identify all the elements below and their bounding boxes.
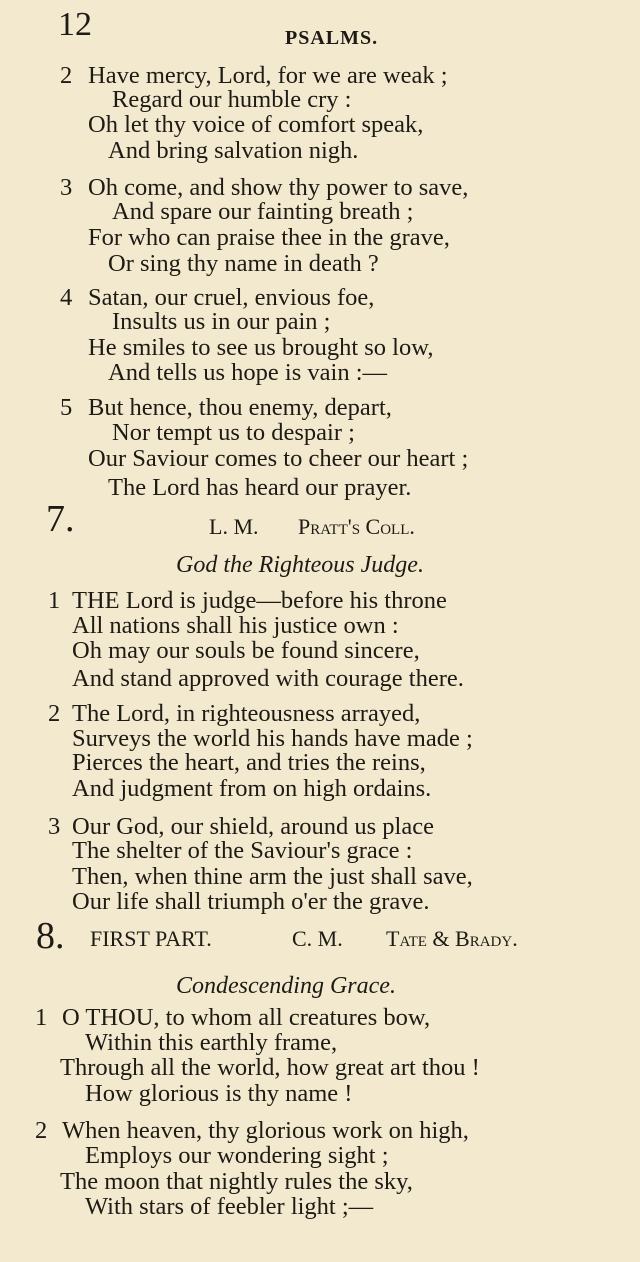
verse-line: Then, when thine arm the just shall save, <box>72 863 473 890</box>
verse-line: THE Lord is judge—before his throne <box>72 587 447 614</box>
verse-line: Through all the world, how great art thou ! <box>60 1054 480 1081</box>
hymn-part: FIRST PART. <box>90 926 212 951</box>
hymn-meter: L. M. <box>209 514 259 539</box>
stanza-number: 2 <box>48 700 61 727</box>
stanza-number: 5 <box>60 394 73 421</box>
verse-line: Oh may our souls be found sincere, <box>72 637 420 664</box>
verse-line: Our life shall triumph o'er the grave. <box>72 888 430 915</box>
verse-line: And tells us hope is vain :— <box>108 359 388 386</box>
hymn-source: Pratt's Coll. <box>298 514 415 539</box>
stanza-number: 3 <box>60 174 73 201</box>
hymn-meter: C. M. <box>292 926 343 951</box>
verse-line: O THOU, to whom all creatures bow, <box>62 1004 431 1031</box>
page-number: 12 <box>58 6 92 43</box>
verse-line: Our Saviour comes to cheer our heart ; <box>88 445 469 472</box>
stanza-number: 2 <box>35 1117 48 1144</box>
stanza-number: 1 <box>48 587 61 614</box>
verse-line: Within this earthly frame, <box>85 1029 338 1056</box>
stanza-number: 3 <box>48 813 61 840</box>
hymn-number: 8. <box>36 915 65 957</box>
verse-line: Regard our humble cry : <box>112 86 352 113</box>
hymn-subtitle: Condescending Grace. <box>176 973 396 999</box>
verse-line: When heaven, thy glorious work on high, <box>62 1117 469 1144</box>
verse-line: Our God, our shield, around us place <box>72 813 434 840</box>
running-head: PSALMS. <box>285 27 379 49</box>
verse-line: And bring salvation nigh. <box>108 137 359 164</box>
verse-line: For who can praise thee in the grave, <box>88 224 450 251</box>
verse-line: The Lord has heard our prayer. <box>108 474 412 501</box>
verse-line: Employs our wondering sight ; <box>85 1142 389 1169</box>
verse-line: The moon that nightly rules the sky, <box>60 1168 413 1195</box>
verse-line: Surveys the world his hands have made ; <box>72 725 473 752</box>
verse-line: With stars of feebler light ;— <box>85 1193 374 1220</box>
verse-line: Oh let thy voice of comfort speak, <box>88 111 424 138</box>
verse-line: Oh come, and show thy power to save, <box>88 174 469 201</box>
verse-line: The Lord, in righteousness arrayed, <box>72 700 421 727</box>
verse-line: And judgment from on high ordains. <box>72 775 432 802</box>
verse-line: Have mercy, Lord, for we are weak ; <box>88 62 448 89</box>
verse-line: The shelter of the Saviour's grace : <box>72 837 413 864</box>
verse-line: Pierces the heart, and tries the reins, <box>72 749 426 776</box>
hymn-source: Tate & Brady. <box>386 926 518 951</box>
stanza-number: 1 <box>35 1004 48 1031</box>
verse-line: He smiles to see us brought so low, <box>88 334 434 361</box>
verse-line: And spare our fainting breath ; <box>112 198 414 225</box>
verse-line: Nor tempt us to despair ; <box>112 419 355 446</box>
verse-line: But hence, thou enemy, depart, <box>88 394 392 421</box>
verse-line: Satan, our cruel, envious foe, <box>88 284 375 311</box>
hymn-subtitle: God the Righteous Judge. <box>176 552 424 578</box>
verse-line: All nations shall his justice own : <box>72 612 399 639</box>
hymn-number: 7. <box>46 498 75 540</box>
stanza-number: 4 <box>60 284 73 311</box>
verse-line: How glorious is thy name ! <box>85 1080 353 1107</box>
verse-line: Insults us in our pain ; <box>112 308 331 335</box>
verse-line: Or sing thy name in death ? <box>108 250 379 277</box>
stanza-number: 2 <box>60 62 73 89</box>
verse-line: And stand approved with courage there. <box>72 665 464 692</box>
